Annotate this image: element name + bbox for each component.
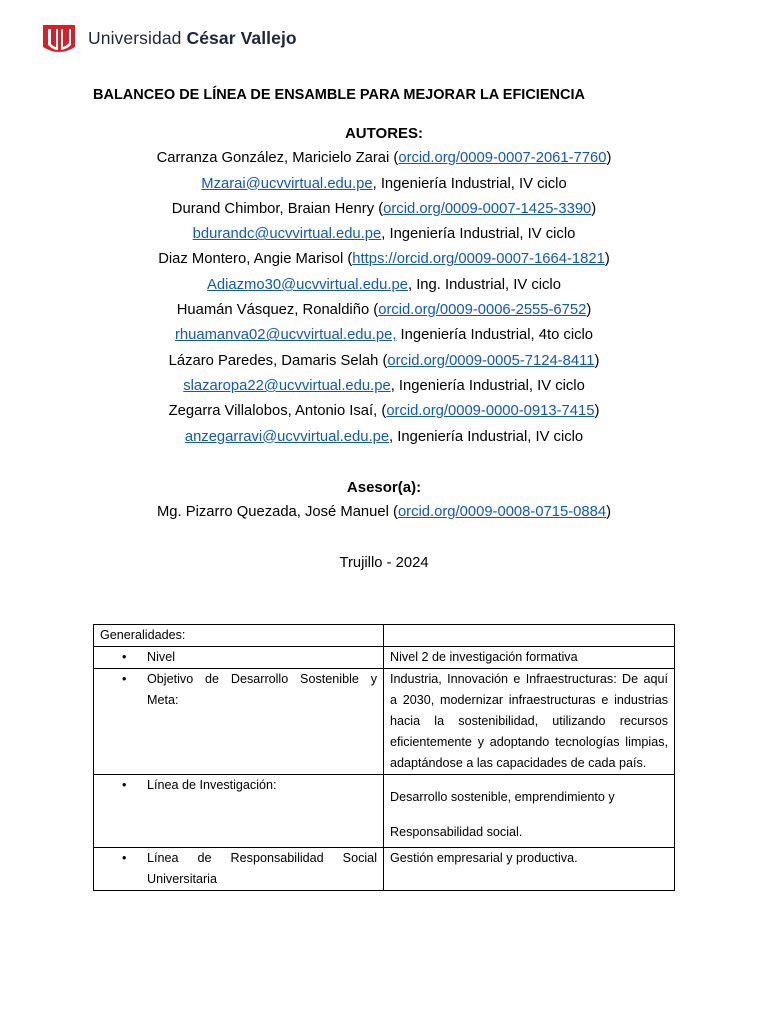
email-link[interactable]: bdurandc@ucvvirtual.edu.pe — [192, 226, 382, 243]
author-program: , Ingeniería Industrial, IV ciclo — [389, 428, 584, 445]
row-label: Objetivo de Desarrollo Sostenible y Meta: — [147, 672, 377, 707]
university-logo — [42, 20, 297, 56]
author-email-line — [0, 425, 768, 450]
orcid-link[interactable]: https://orcid.org/0009-0007-1664-1821 — [352, 251, 605, 268]
author-name: Durand Chimbor, Braian Henry ( — [171, 200, 384, 217]
author-name-line — [0, 399, 768, 424]
author-program: , Ingeniería Industrial, IV ciclo — [372, 175, 567, 192]
paren-close: ) — [594, 403, 600, 420]
row-value: Desarrollo sostenible, emprendimiento y — [390, 790, 615, 804]
author-email-line — [0, 323, 768, 348]
orcid-link[interactable]: orcid.org/0009-0000-0913-7415 — [386, 403, 595, 420]
author-name-line — [0, 197, 768, 222]
author-name-line — [0, 298, 768, 323]
author-program: Ingeniería Industrial, 4to ciclo — [396, 327, 594, 344]
orcid-link[interactable]: orcid.org/0009-0005-7124-8411 — [387, 352, 595, 369]
table-row — [94, 625, 675, 647]
advisor-block — [0, 475, 768, 526]
bullet: • — [122, 851, 127, 865]
email-link[interactable]: Mzarai@ucvvirtual.edu.pe — [201, 175, 373, 192]
advisor-name-line — [0, 500, 768, 525]
row-value: Gestión empresarial y productiva. — [384, 848, 675, 891]
email-link[interactable]: slazaropa22@ucvvirtual.edu.pe — [183, 377, 391, 394]
list-item — [100, 647, 377, 668]
paren-close: ) — [586, 302, 592, 319]
paren-close: ) — [606, 504, 612, 521]
author-program: , Ing. Industrial, IV ciclo — [407, 276, 561, 293]
author-program: , Ingeniería Industrial, IV ciclo — [381, 226, 576, 243]
author-email-line — [0, 374, 768, 399]
email-link[interactable]: Adiazmo30@ucvvirtual.edu.pe — [207, 276, 408, 293]
paren-close: ) — [604, 251, 610, 268]
author-name-line — [0, 247, 768, 272]
table-cell — [94, 775, 384, 848]
bullet: • — [122, 672, 127, 686]
table-row — [94, 848, 675, 891]
list-item — [100, 848, 377, 890]
table-row — [94, 669, 675, 775]
author-email-line — [0, 172, 768, 197]
logo-text-bold: César Vallejo — [186, 27, 297, 48]
table-cell — [384, 625, 675, 647]
row-value: Nivel 2 de investigación formativa — [384, 647, 675, 669]
email-link[interactable]: anzegarravi@ucvvirtual.edu.pe — [184, 428, 390, 445]
row-label: Nivel — [147, 650, 175, 664]
table-row — [94, 647, 675, 669]
university-name — [88, 28, 297, 49]
advisor-name: Mg. Pizarro Quezada, José Manuel ( — [156, 504, 398, 521]
row-value: Industria, Innovación e Infraestructuras: De aquí a 2030, modernizar infraestructuras e industrias hacia la sostenibilidad, utilizando recursos eficientemente y adoptando tecnologías limpias, adaptándose a las capacidades de cada país. — [384, 669, 675, 775]
place-date-block — [0, 551, 768, 576]
generalities-table — [93, 624, 675, 891]
authors-block — [0, 121, 768, 450]
bullet: • — [122, 650, 127, 664]
paren-close: ) — [591, 200, 597, 217]
author-name: Huamán Vásquez, Ronaldiño ( — [176, 302, 379, 319]
author-email-line — [0, 273, 768, 298]
paren-close: ) — [594, 352, 600, 369]
row-value: Responsabilidad social. — [390, 825, 523, 839]
author-name: Diaz Montero, Angie Marisol ( — [158, 251, 353, 268]
authors-heading: AUTORES: — [344, 125, 424, 142]
logo-text-regular: Universidad — [88, 27, 187, 48]
email-link[interactable]: rhuamanva02@ucvvirtual.edu.pe, — [174, 327, 397, 344]
paren-close: ) — [606, 150, 612, 167]
orcid-link[interactable]: orcid.org/0009-0007-1425-3390 — [383, 200, 592, 217]
row-label: Línea de Investigación: — [147, 778, 277, 792]
orcid-link[interactable]: orcid.org/0009-0008-0715-0884 — [397, 504, 607, 521]
author-name: Carranza González, Maricielo Zarai ( — [156, 150, 399, 167]
list-item — [100, 669, 377, 711]
author-email-line — [0, 222, 768, 247]
author-program: , Ingeniería Industrial, IV ciclo — [390, 377, 585, 394]
table-cell — [94, 848, 384, 891]
advisor-heading: Asesor(a): — [346, 479, 422, 496]
author-name: Lázaro Paredes, Damaris Selah ( — [168, 352, 388, 369]
bullet: • — [122, 778, 127, 792]
table-row — [94, 775, 675, 848]
orcid-link[interactable]: orcid.org/0009-0007-2061-7760 — [398, 150, 607, 167]
list-item — [100, 775, 377, 796]
ucv-shield-icon — [42, 21, 76, 55]
table-cell — [94, 669, 384, 775]
orcid-link[interactable]: orcid.org/0009-0006-2555-6752 — [378, 302, 587, 319]
place-date: Trujillo - 2024 — [339, 555, 429, 571]
table-header-cell: Generalidades: — [94, 625, 384, 647]
row-label: Línea de Responsabilidad Social Universitaria — [147, 851, 377, 886]
table-cell — [384, 775, 675, 848]
author-name-line — [0, 349, 768, 374]
author-name-line — [0, 146, 768, 171]
table-cell — [94, 647, 384, 669]
document-title: BALANCEO DE LÍNEA DE ENSAMBLE PARA MEJORAR LA EFICIENCIA — [93, 87, 585, 103]
author-name: Zegarra Villalobos, Antonio Isaí, ( — [168, 403, 387, 420]
